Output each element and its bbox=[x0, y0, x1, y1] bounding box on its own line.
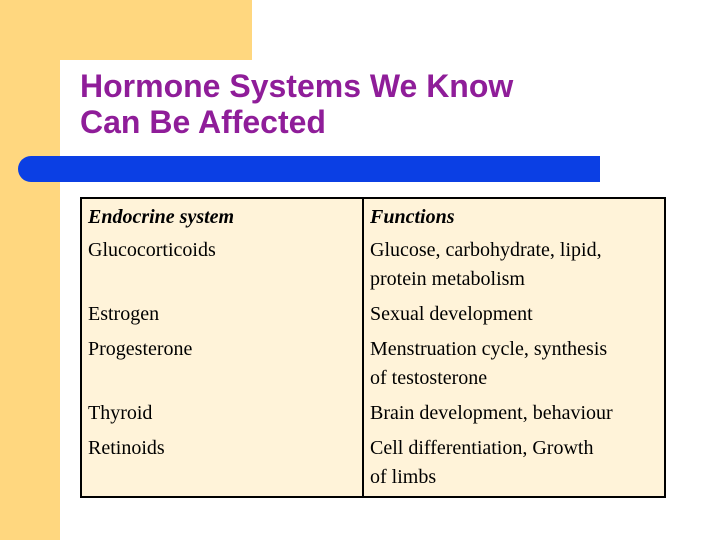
table-row bbox=[81, 432, 665, 497]
cell-functions bbox=[363, 298, 665, 333]
title-accent-bar bbox=[18, 156, 600, 182]
functions-line: Cell differentiation, Growth bbox=[370, 437, 594, 459]
cell-functions bbox=[363, 234, 665, 298]
functions-line: Glucose, carbohydrate, lipid, bbox=[370, 239, 602, 261]
cell-functions bbox=[363, 432, 665, 497]
cell-functions bbox=[363, 333, 665, 397]
functions-line: of limbs bbox=[370, 466, 437, 488]
left-decoration-band bbox=[0, 0, 60, 540]
cell-system: Thyroid bbox=[81, 397, 363, 432]
hormone-systems-table bbox=[80, 197, 666, 498]
slide-title-line-2: Can Be Affected bbox=[80, 104, 326, 140]
cell-system: Estrogen bbox=[81, 298, 363, 333]
header-functions: Functions bbox=[363, 198, 665, 234]
functions-line: protein metabolism bbox=[370, 268, 525, 290]
cell-system: Retinoids bbox=[81, 432, 363, 497]
functions-line: Menstruation cycle, synthesis bbox=[370, 338, 608, 360]
table-row bbox=[81, 298, 665, 333]
functions-line: Sexual development bbox=[370, 303, 533, 325]
slide-title-line-1: Hormone Systems We Know bbox=[80, 68, 514, 104]
table-row bbox=[81, 333, 665, 397]
slide-title bbox=[80, 68, 680, 140]
header-endocrine-system: Endocrine system bbox=[81, 198, 363, 234]
table-header-row bbox=[81, 198, 665, 234]
cell-functions bbox=[363, 397, 665, 432]
functions-line: Brain development, behaviour bbox=[370, 402, 613, 424]
table-row bbox=[81, 234, 665, 298]
functions-line: of testosterone bbox=[370, 367, 488, 389]
cell-system: Progesterone bbox=[81, 333, 363, 397]
table-row bbox=[81, 397, 665, 432]
cell-system: Glucocorticoids bbox=[81, 234, 363, 298]
